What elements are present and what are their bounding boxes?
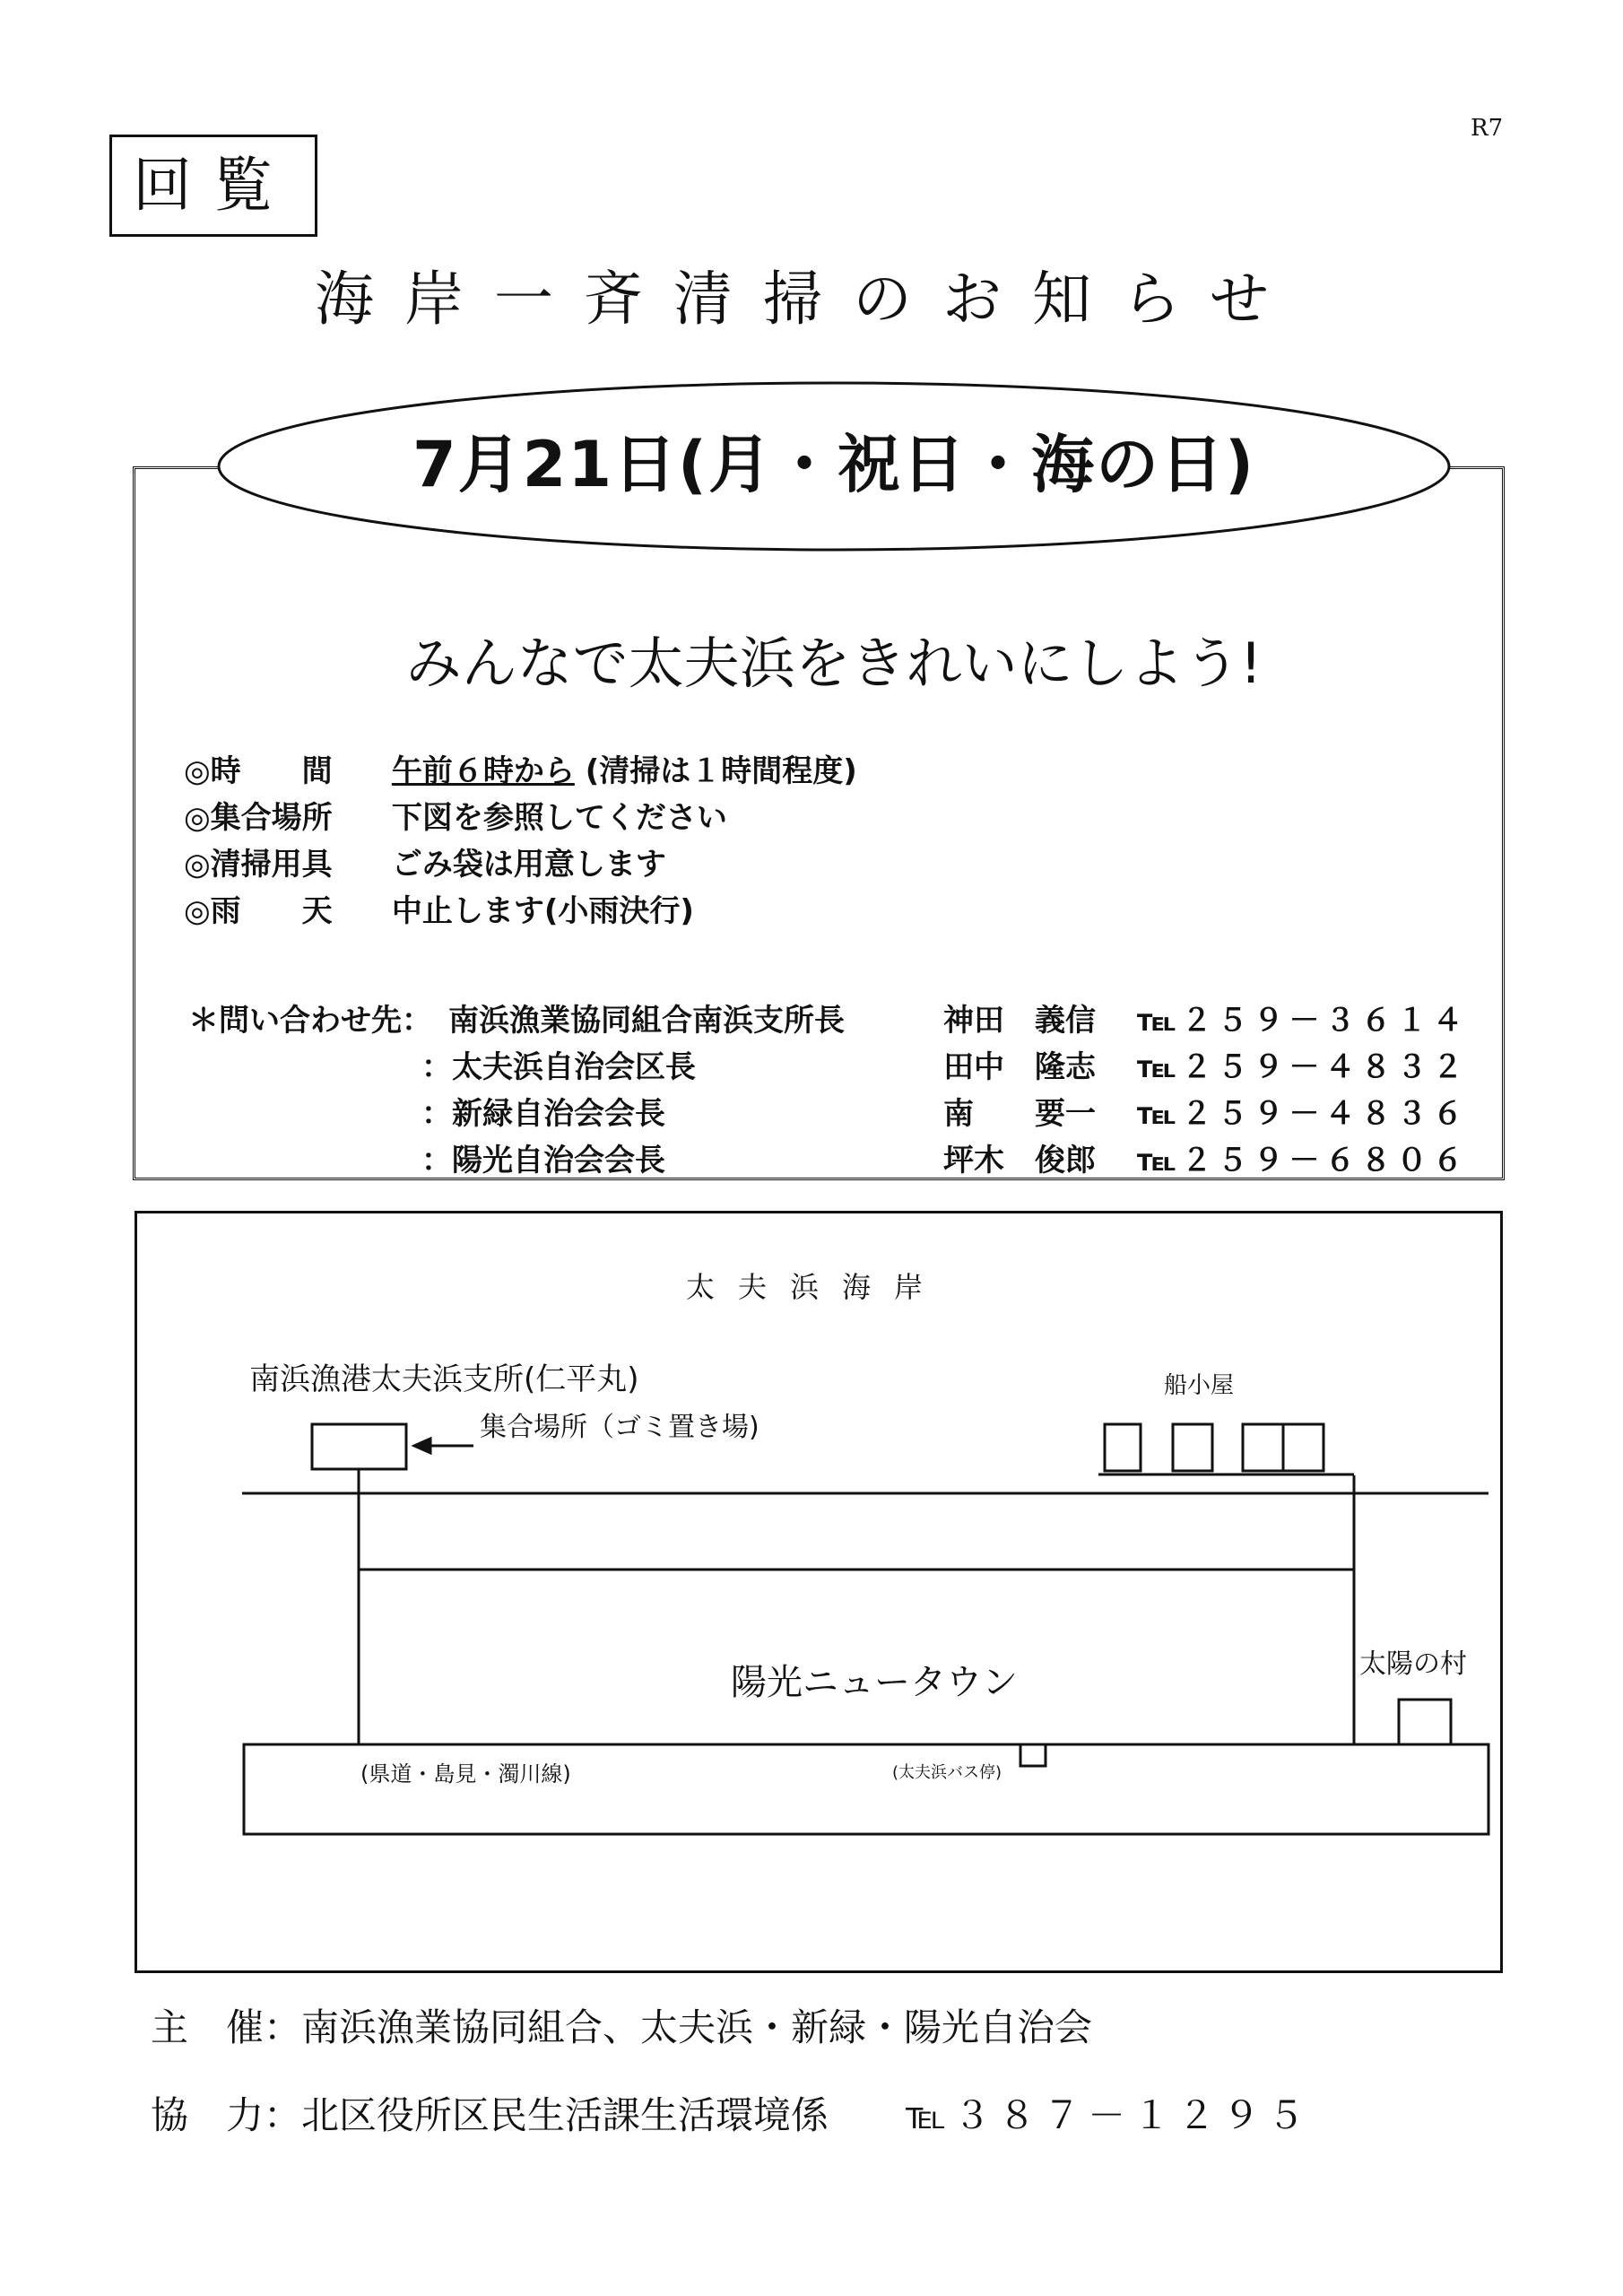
info-row-place xyxy=(184,793,727,837)
map-title: 太夫浜海岸 xyxy=(685,1270,946,1304)
arrow-head-icon xyxy=(414,1439,430,1453)
info-row-rain xyxy=(184,886,694,930)
contact-org: ：太夫浜自治会区長 xyxy=(421,1049,696,1085)
boat-shed-shape xyxy=(1173,1424,1212,1471)
contact-tel: ℡２５９－４８３６ xyxy=(1137,1096,1469,1132)
bus-stop-shape xyxy=(1020,1744,1046,1766)
map-label-sun-village: 太陽の村 xyxy=(1359,1648,1467,1680)
info-value: 中止します(小雨決行) xyxy=(391,893,694,929)
cooperation-tel: ℡３８７－１２９５ xyxy=(906,2093,1313,2137)
branch-office-shape xyxy=(312,1424,406,1469)
map-label-gathering-point: 集合場所（ゴミ置き場) xyxy=(480,1412,759,1443)
contact-tel: ℡２５９－６８０６ xyxy=(1137,1143,1469,1178)
contact-name: 坪木 俊郎 xyxy=(943,1143,1096,1178)
sun-village-shape xyxy=(1399,1700,1451,1744)
info-value: 下図を参照してください xyxy=(391,800,727,836)
contact-org: ：陽光自治会会長 xyxy=(421,1143,665,1178)
organizer-line xyxy=(151,1998,1092,2052)
info-value-underlined: 午前６時から xyxy=(391,753,575,789)
map-label-branch-office: 南浜漁港太夫浜支所(仁平丸) xyxy=(249,1361,639,1397)
info-label: ◎集合場所 xyxy=(184,800,333,836)
circulation-stamp: 回覧 xyxy=(109,135,317,237)
contact-org: ：新緑自治会会長 xyxy=(421,1096,665,1132)
boat-shed-shape xyxy=(1105,1424,1141,1471)
info-row-tools xyxy=(184,839,666,883)
map-label-boat-sheds: 船小屋 xyxy=(1164,1372,1235,1399)
contact-name: 神田 義信 xyxy=(943,1003,1096,1039)
contact-tel: ℡２５９－３６１４ xyxy=(1137,1003,1469,1039)
info-label: ◎雨 天 xyxy=(184,893,333,929)
contact-org: 南浜漁業協同組合南浜支所長 xyxy=(448,1003,845,1039)
map-label-bus-stop: (太夫浜バス停) xyxy=(892,1763,1002,1782)
info-label: ◎清掃用具 xyxy=(184,847,333,883)
map-label-new-town: 陽光ニュータウン xyxy=(731,1662,1018,1703)
area-map xyxy=(135,1211,1503,1973)
event-date: 7月21日(月・祝日・海の日) xyxy=(412,428,1256,501)
organizer-label: 主 催： xyxy=(151,2005,302,2049)
info-row-time xyxy=(184,746,857,790)
slogan: みんなで太夫浜をきれいにしよう! xyxy=(405,631,1263,696)
organizer-value: 南浜漁業協同組合、太夫浜・新緑・陽光自治会 xyxy=(301,2005,1093,2049)
contact-tel: ℡２５９－４８３２ xyxy=(1137,1049,1469,1085)
contact-name: 田中 隆志 xyxy=(943,1049,1096,1085)
info-value: (清掃は１時間程度) xyxy=(585,753,857,789)
document-code: R7 xyxy=(1471,115,1504,142)
cooperation-label: 協 力： xyxy=(151,2093,302,2137)
cooperation-line xyxy=(151,2086,829,2140)
info-value: ごみ袋は用意します xyxy=(391,847,666,883)
cooperation-value: 北区役所区民生活課生活環境係 xyxy=(301,2093,829,2137)
info-label: ◎時 間 xyxy=(184,753,333,789)
contact-name: 南 要一 xyxy=(943,1096,1096,1132)
page-title: 海岸一斉清掃のお知らせ xyxy=(314,265,1300,334)
map-label-road: (県道・島見・濁川線) xyxy=(360,1761,571,1787)
contacts-heading: ＊問い合わせ先： xyxy=(188,1003,432,1039)
